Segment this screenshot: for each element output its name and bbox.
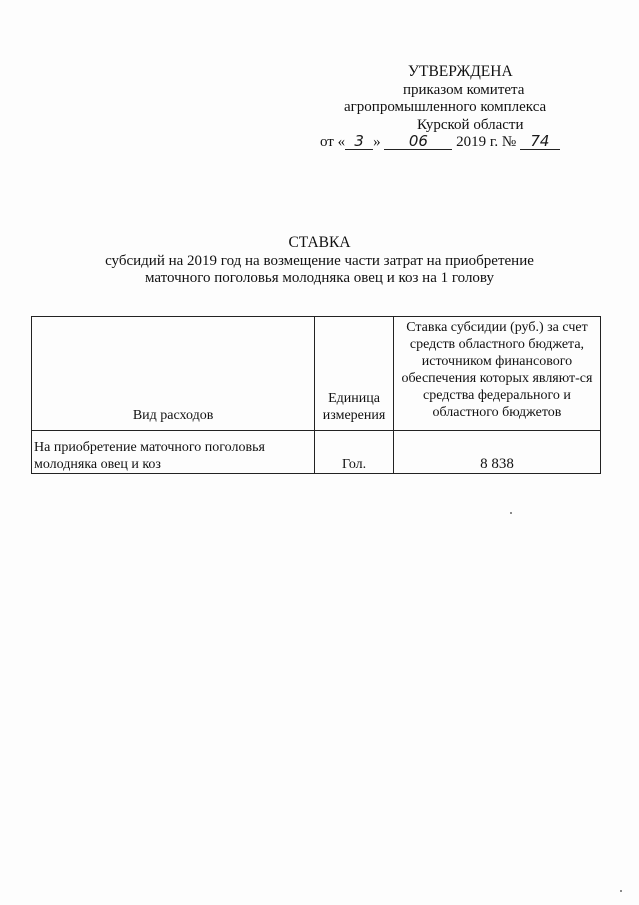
committee-label: агропромышленного комплекса [344,99,547,115]
document-subtitle-line1: субсидий на 2019 год на возмещение части затрат на приобретение [105,253,534,269]
handwritten-month: 06 [384,133,452,150]
header-unit: Единица измерения [315,317,394,431]
approved-label: УТВЕРЖДЕНА [408,63,513,80]
region-label: Курской области [417,117,524,133]
cell-expense-type: На приобретение маточного поголовья молодняка овец и коз [32,431,315,474]
document-subtitle-line2: маточного поголовья молодняка овец и коз на 1 голову [145,270,494,286]
order-by-label: приказом комитета [403,82,525,98]
header-expense-type: Вид расходов [32,317,315,431]
document-heading: СТАВКА [288,234,351,251]
order-date-line [320,133,560,151]
date-mid: » [373,134,381,150]
date-prefix: от « [320,134,346,150]
subsidy-rate-table [31,316,601,474]
table-row [32,431,601,474]
scan-speck [510,512,512,514]
handwritten-day: 3 [345,133,373,150]
scan-speck [620,890,622,892]
cell-rate: 8 838 [393,431,600,474]
header-rate: Ставка субсидии (руб.) за счет средств областного бюджета, источником финансового обеспечения которых являют-ся средства федерального и областного бюджетов [393,317,600,431]
table-header-row [32,317,601,431]
year-text: 2019 г. № [456,134,517,150]
handwritten-order-number: 74 [520,133,560,150]
cell-unit: Гол. [315,431,394,474]
